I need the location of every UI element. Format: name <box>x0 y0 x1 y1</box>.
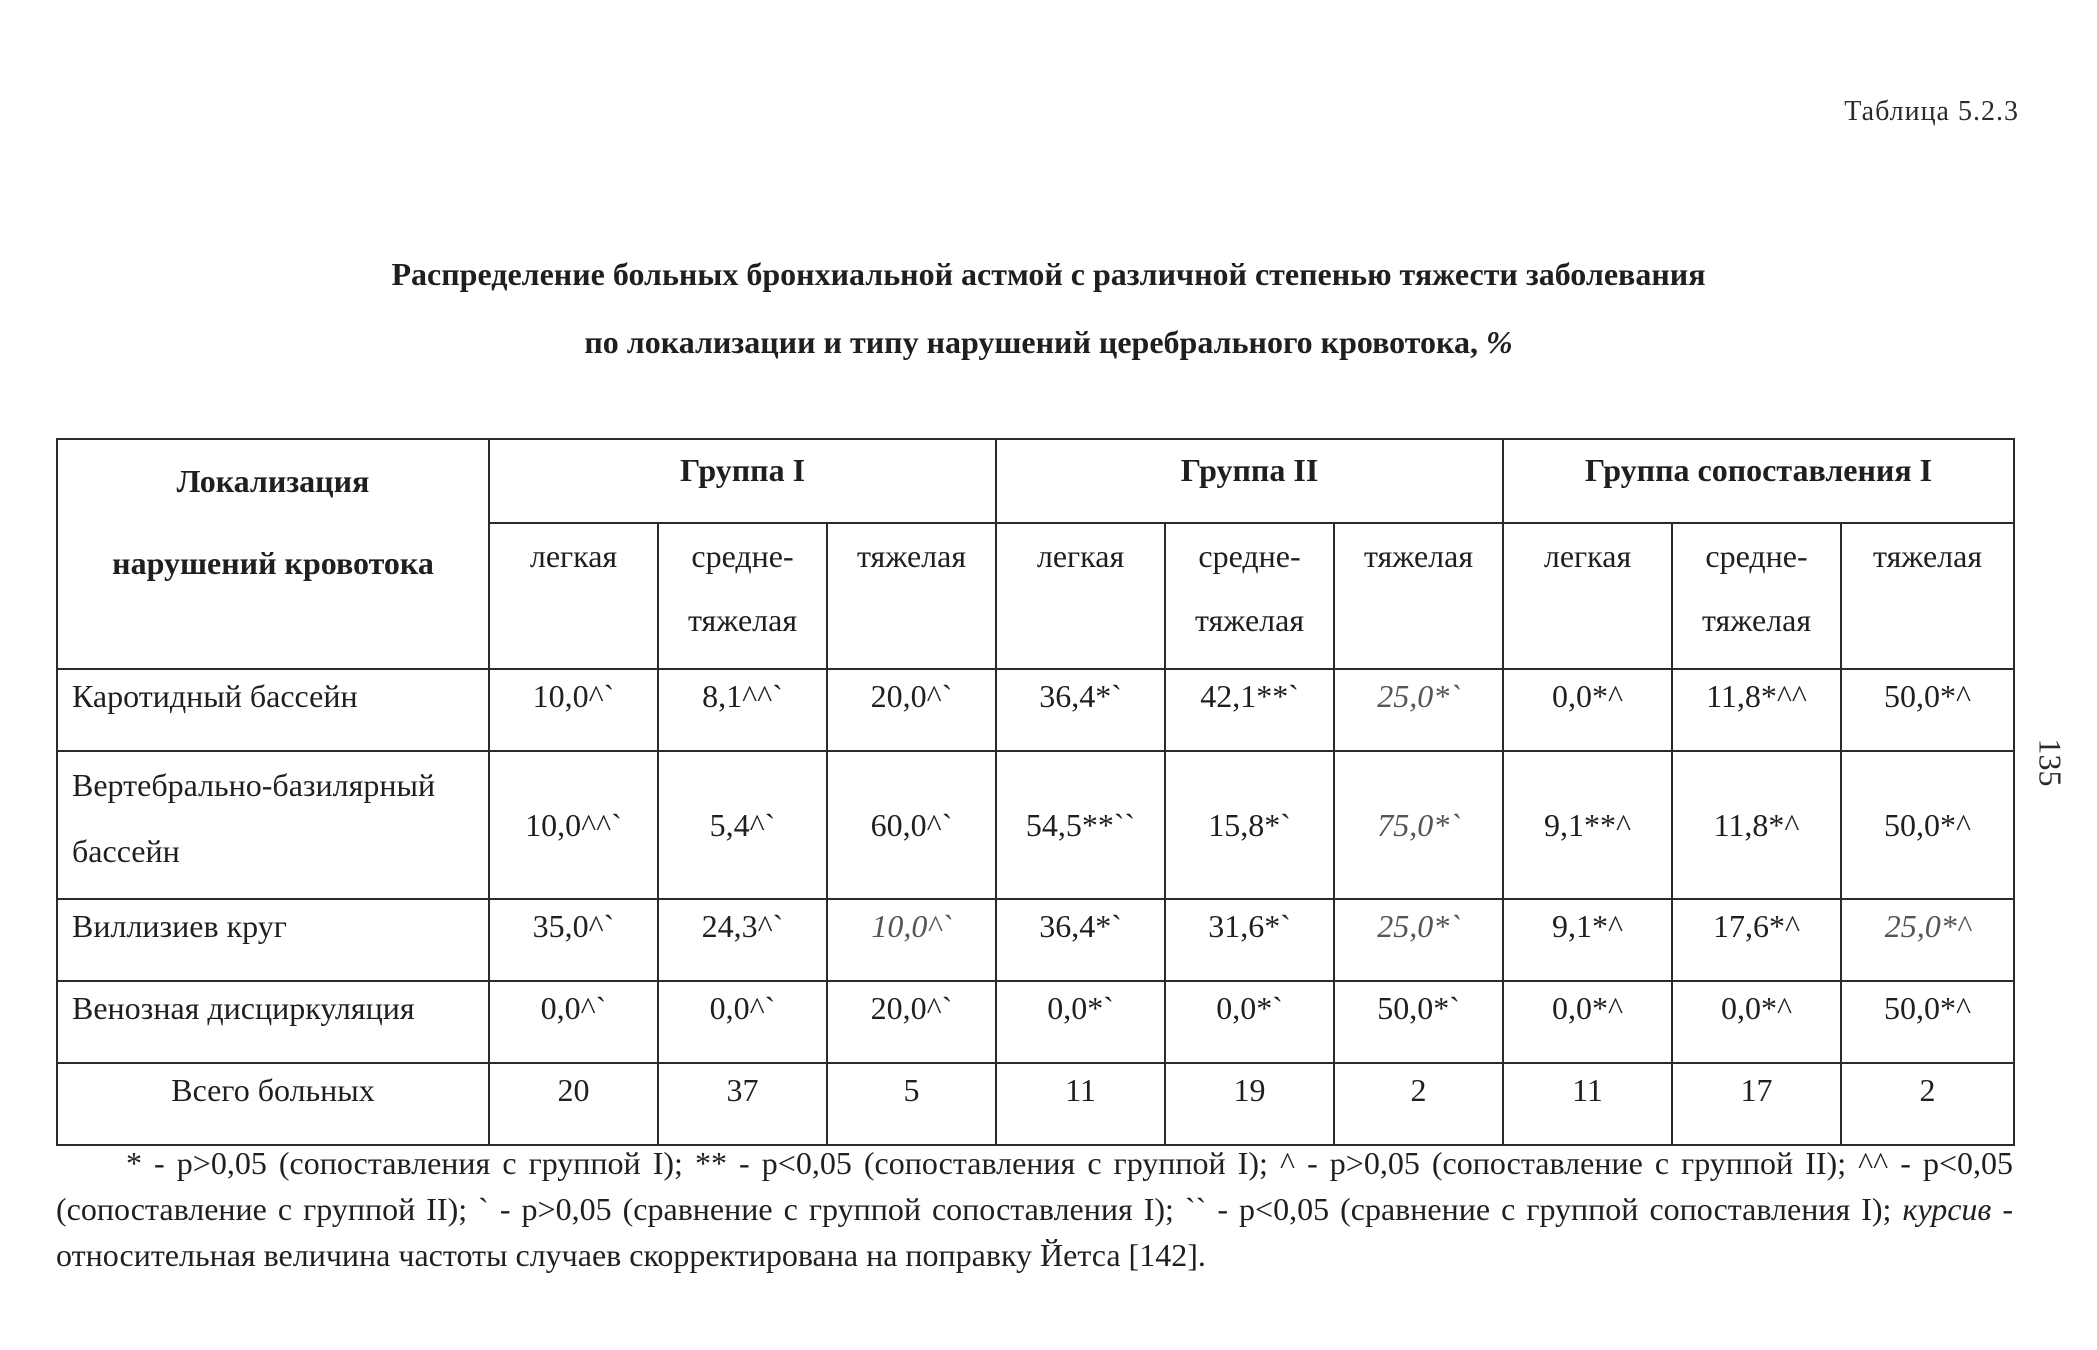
table-cell: 50,0*` <box>1334 981 1503 1063</box>
table-cell: 20,0^` <box>827 981 996 1063</box>
table-cell: 0,0*^ <box>1503 981 1672 1063</box>
title-line-1: Распределение больных бронхиальной астмой с различной степенью тяжести заболевания <box>391 256 1706 292</box>
table-cell: 8,1^^` <box>658 669 827 751</box>
header-localization <box>57 439 489 669</box>
table-row-willis-circle <box>57 899 2014 981</box>
table-cell: 5,4^` <box>658 751 827 899</box>
table-cell: 2 <box>1334 1063 1503 1145</box>
table-row-vertebrobasilar <box>57 751 2014 899</box>
table-cell: 20,0^` <box>827 669 996 751</box>
table-cell: 0,0*^ <box>1503 669 1672 751</box>
header-severity: легкая <box>996 523 1165 669</box>
table-cell: 9,1**^ <box>1503 751 1672 899</box>
table-cell: 31,6*` <box>1165 899 1334 981</box>
page-number: 135 <box>2032 738 2069 787</box>
table-cell: 50,0*^ <box>1841 751 2014 899</box>
row-label: Всего больных <box>57 1063 489 1145</box>
table-row-venous <box>57 981 2014 1063</box>
table-cell: 54,5**`` <box>996 751 1165 899</box>
header-severity: легкая <box>489 523 658 669</box>
header-severity: тяжелая <box>1334 523 1503 669</box>
header-severity: средне-тяжелая <box>1672 523 1841 669</box>
table-cell: 15,8*` <box>1165 751 1334 899</box>
table-cell: 2 <box>1841 1063 2014 1145</box>
header-group-1: Группа I <box>489 439 996 523</box>
table-row-carotid <box>57 669 2014 751</box>
table-cell: 60,0^` <box>827 751 996 899</box>
table-label: Таблица 5.2.3 <box>1844 96 2019 127</box>
table-cell: 0,0^` <box>658 981 827 1063</box>
table-cell: 37 <box>658 1063 827 1145</box>
table-cell: 0,0*` <box>1165 981 1334 1063</box>
header-group-comparison: Группа сопоставления I <box>1503 439 2014 523</box>
header-severity: средне-тяжелая <box>1165 523 1334 669</box>
title-line-2 <box>58 308 2039 376</box>
row-label: Виллизиев круг <box>57 899 489 981</box>
table-cell: 10,0^^` <box>489 751 658 899</box>
table-cell: 36,4*` <box>996 669 1165 751</box>
header-severity: легкая <box>1503 523 1672 669</box>
footnote-italic-word: курсив <box>1902 1191 1992 1227</box>
footnote <box>56 1140 2013 1278</box>
header-severity: тяжелая <box>1841 523 2014 669</box>
row-label: Венозная дисциркуляция <box>57 981 489 1063</box>
table-cell: 11,8*^^ <box>1672 669 1841 751</box>
group-header-row <box>57 439 2014 523</box>
table-cell: 0,0*` <box>996 981 1165 1063</box>
table-cell: 36,4*` <box>996 899 1165 981</box>
table-cell: 17,6*^ <box>1672 899 1841 981</box>
table-cell: 20 <box>489 1063 658 1145</box>
table-cell: 10,0^` <box>489 669 658 751</box>
header-severity: тяжелая <box>827 523 996 669</box>
table-cell-corrected: 75,0*` <box>1334 751 1503 899</box>
table-cell-corrected: 25,0*` <box>1334 669 1503 751</box>
header-group-2: Группа II <box>996 439 1503 523</box>
footnote-text: * - p>0,05 (сопоставления с группой I); ** - p<0,05 (сопоставления с группой I); ^ - p>0,05 (сопоставление с группой II); ^^ - p<0,05 (сопоставление с группой II); ` - p>0,05 (сравнение с группой сопоставления I); `` - p<0,05 (сравнение с группой сопоставления I); <box>56 1145 2013 1227</box>
table-cell: 11,8*^ <box>1672 751 1841 899</box>
table-cell: 24,3^` <box>658 899 827 981</box>
table-title <box>58 240 2039 376</box>
header-severity: средне-тяжелая <box>658 523 827 669</box>
table-cell: 5 <box>827 1063 996 1145</box>
table-cell: 11 <box>1503 1063 1672 1145</box>
table-cell: 35,0^` <box>489 899 658 981</box>
table-cell: 50,0*^ <box>1841 981 2014 1063</box>
row-label: Вертебрально-базилярный бассейн <box>57 751 489 899</box>
table-cell-corrected: 25,0*^ <box>1841 899 2014 981</box>
table-cell: 11 <box>996 1063 1165 1145</box>
table-cell: 9,1*^ <box>1503 899 1672 981</box>
table-cell: 42,1**` <box>1165 669 1334 751</box>
table-cell: 19 <box>1165 1063 1334 1145</box>
table-cell: 50,0*^ <box>1841 669 2014 751</box>
header-localization-line-1: Локализация <box>176 463 370 499</box>
table-row-total <box>57 1063 2014 1145</box>
table-cell-corrected: 10,0^` <box>827 899 996 981</box>
footnote-tail: - относительная величина частоты случаев скорректирована на поправку Йетса [142]. <box>56 1191 2014 1273</box>
title-line-2-text: по локализации и типу нарушений церебрального кровотока, <box>584 324 1486 360</box>
table-cell-corrected: 25,0*` <box>1334 899 1503 981</box>
table-cell: 17 <box>1672 1063 1841 1145</box>
table-cell: 0,0*^ <box>1672 981 1841 1063</box>
header-localization-line-2: нарушений кровотока <box>112 545 434 581</box>
row-label: Каротидный бассейн <box>57 669 489 751</box>
title-percent-sign: % <box>1486 324 1513 360</box>
table-cell: 0,0^` <box>489 981 658 1063</box>
data-table <box>56 438 2015 1146</box>
